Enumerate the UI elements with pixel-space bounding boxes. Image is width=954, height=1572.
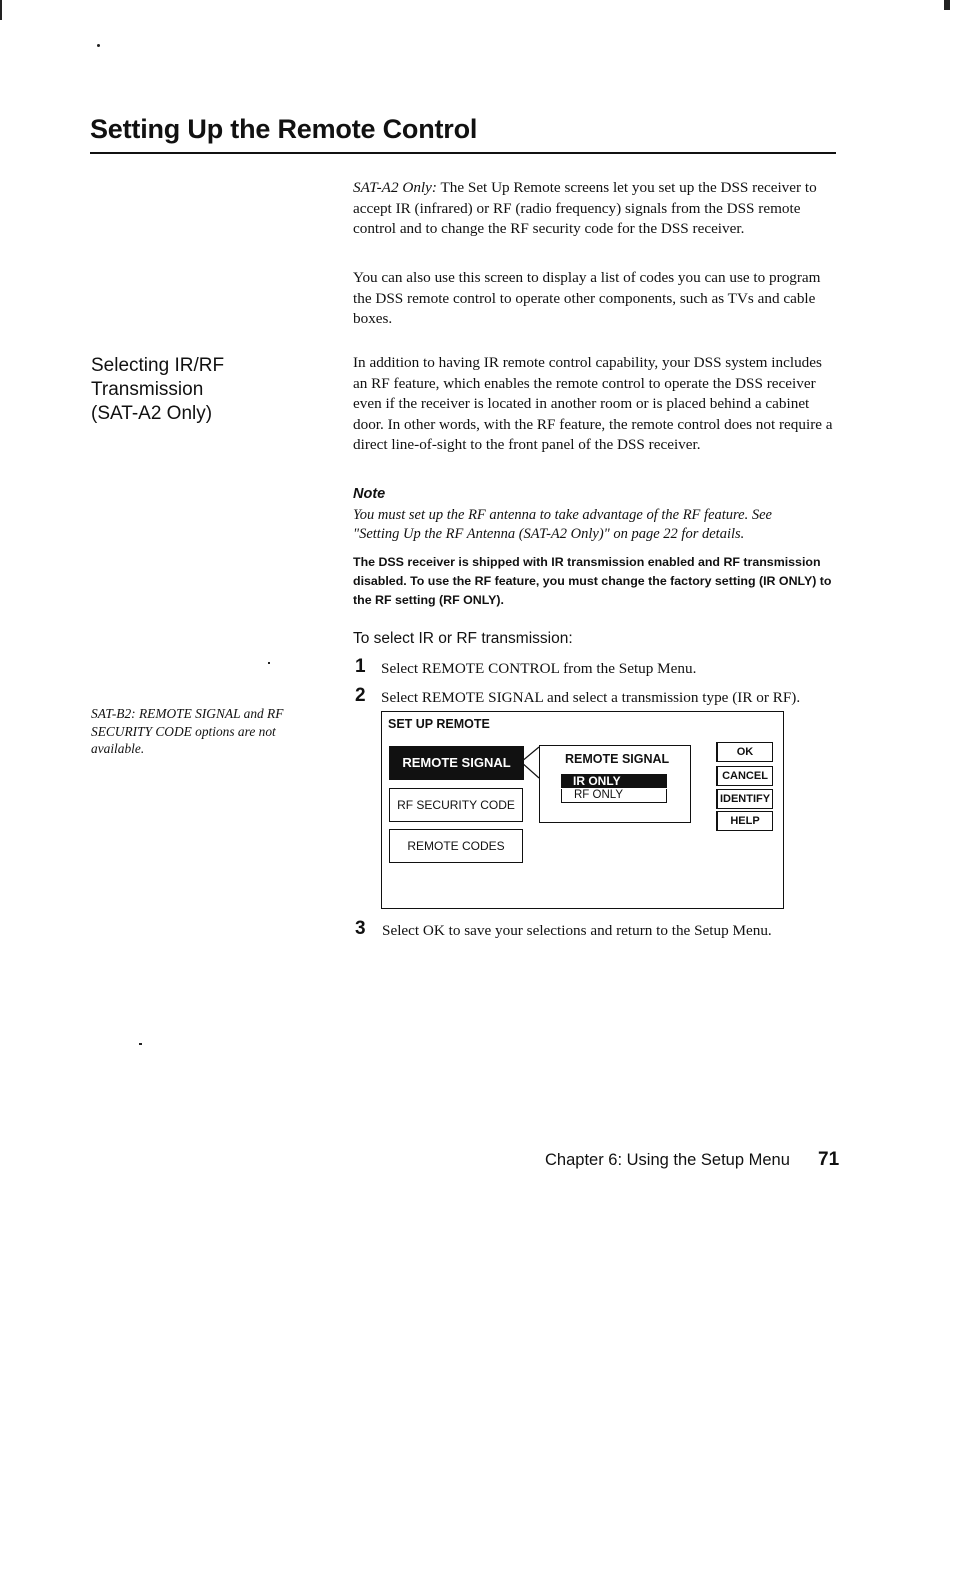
scan-dot bbox=[268, 662, 270, 664]
section-heading-line1: Selecting IR/RF Transmission bbox=[91, 355, 225, 400]
option-ir-only[interactable]: IR ONLY bbox=[561, 774, 667, 788]
title-rule bbox=[90, 152, 836, 154]
step-number: 3 bbox=[355, 918, 366, 939]
section-body: In addition to having IR remote control capability, your DSS system includes an RF feature, which enables the remote control to operate the DSS receiver even if the receiver is located in another room or is placed behind a cabinet door. In other words, with the RF feature, the remote control does not require a direct line-of-sight to the front panel of the DSS receiver. bbox=[353, 354, 833, 453]
step-text: Select OK to save your selections and return to the Setup Menu. bbox=[382, 922, 772, 939]
step-text: Select REMOTE CONTROL from the Setup Menu. bbox=[381, 660, 697, 677]
screen-title: SET UP REMOTE bbox=[388, 717, 490, 731]
footer-chapter: Chapter 6: Using the Setup Menu bbox=[545, 1151, 790, 1169]
intro-paragraph-1 bbox=[353, 178, 838, 240]
section-heading bbox=[91, 354, 336, 426]
menu-item-remote-codes[interactable]: REMOTE CODES bbox=[389, 829, 523, 863]
step-number: 1 bbox=[355, 656, 366, 677]
cancel-button[interactable]: CANCEL bbox=[716, 766, 773, 786]
scan-mark bbox=[0, 0, 2, 20]
side-note: SAT-B2: REMOTE SIGNAL and RF SECURITY CODE options are not available. bbox=[91, 706, 284, 756]
factory-setting-note: The DSS receiver is shipped with IR transmission enabled and RF transmission disabled. To use the RF feature, you must change the factory setting (IR ONLY) to the RF setting (RF ONLY). bbox=[353, 555, 832, 607]
intro-text: The Set Up Remote screens let you set up the DSS receiver to accept IR (infrared) or RF (radio frequency) signals from the DSS remote control and to change the RF security code for the DSS receiver. bbox=[353, 179, 817, 237]
menu-item-remote-signal[interactable]: REMOTE SIGNAL bbox=[389, 746, 524, 780]
identify-button[interactable]: IDENTIFY bbox=[716, 789, 773, 809]
menu-item-rf-security-code[interactable]: RF SECURITY CODE bbox=[389, 788, 523, 822]
ok-button[interactable]: OK bbox=[716, 742, 773, 762]
step-number: 2 bbox=[355, 685, 366, 706]
note-text bbox=[353, 506, 823, 544]
scan-dot bbox=[97, 44, 100, 47]
step-text: Select REMOTE SIGNAL and select a transmission type (IR or RF). bbox=[381, 689, 801, 706]
procedure-heading: To select IR or RF transmission: bbox=[353, 630, 573, 647]
page-number: 71 bbox=[818, 1149, 840, 1170]
scan-mark bbox=[944, 0, 950, 10]
scan-dot bbox=[139, 1043, 142, 1045]
page-title: Setting Up the Remote Control bbox=[90, 114, 478, 144]
note-label: Note bbox=[353, 486, 386, 502]
intro-paragraph-2: You can also use this screen to display a list of codes you can use to program the DSS remote control to operate other components, such as TVs and cable boxes. bbox=[353, 269, 821, 327]
intro-lead: SAT-A2 Only: bbox=[353, 179, 437, 196]
help-button[interactable]: HELP bbox=[716, 811, 773, 831]
section-heading-line2: (SAT-A2 Only) bbox=[91, 403, 213, 424]
option-rf-only[interactable]: RF ONLY bbox=[561, 789, 667, 803]
note-line-2: "Setting Up the RF Antenna (SAT-A2 Only)" on page 22 for details. bbox=[353, 526, 745, 542]
note-line-1: You must set up the RF antenna to take advantage of the RF feature. See bbox=[353, 507, 772, 523]
popup-title: REMOTE SIGNAL bbox=[565, 752, 670, 766]
